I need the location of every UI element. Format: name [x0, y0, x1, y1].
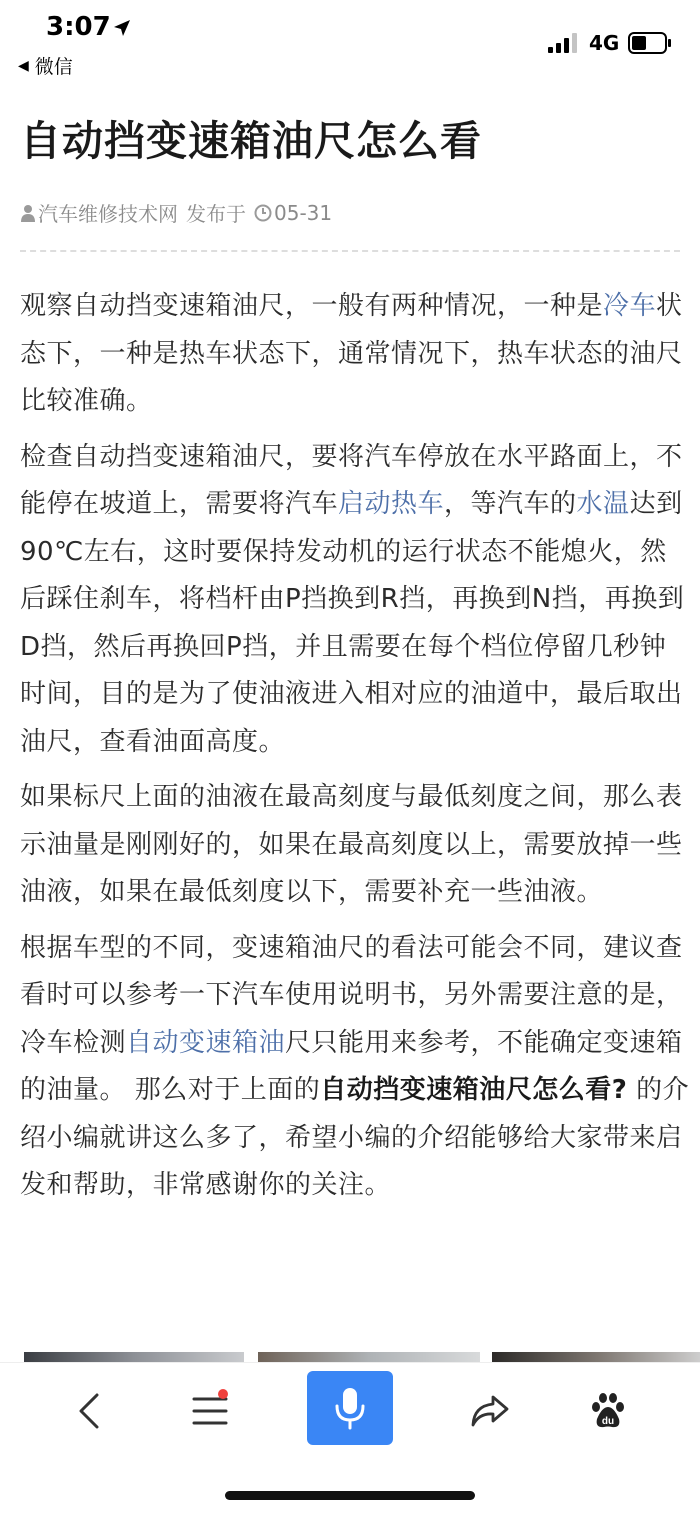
keyword-link[interactable]: 冷车 — [603, 291, 657, 321]
keyword-link[interactable]: 自动变速箱油 — [126, 1027, 286, 1058]
article-paragraph — [20, 283, 690, 426]
signal-icon — [548, 33, 578, 53]
published-label: 发布于 — [186, 202, 246, 226]
paragraph-text: 状态下，一种是热车状态下，通常情况下，热车状态的油尺比较准确。 — [20, 291, 683, 416]
home-indicator[interactable] — [225, 1491, 475, 1500]
paragraph-text: ，等汽车的 — [444, 489, 577, 519]
article-title: 自动挡变速箱油尺怎么看 — [20, 117, 482, 165]
back-triangle-icon: ◀ — [18, 57, 29, 74]
svg-text:du: du — [601, 1416, 615, 1427]
paragraph-text: 检查自动挡变速箱油尺，要将汽车停放在水平路面上，不能停在坡道上，需要将汽车 — [20, 441, 683, 519]
back-button[interactable] — [60, 1381, 120, 1441]
user-icon — [20, 204, 36, 222]
menu-icon — [192, 1395, 228, 1427]
article-paragraph — [20, 434, 690, 767]
voice-search-button[interactable] — [307, 1371, 393, 1445]
status-bar — [0, 0, 700, 84]
clock-icon — [254, 204, 272, 222]
keyword-link[interactable]: 水温 — [576, 489, 630, 519]
paragraph-text: 如果标尺上面的油液在最高刻度与最低刻度之间，那么表示油量是刚刚好的，如果在最高刻度以上，需要放掉一些油液，如果在最低刻度以下，需要补充一些油液。 — [20, 782, 683, 907]
paragraph-text: 根据车型的不同，变速箱油尺的看法可能会不同，建议查看时可以参考一下汽车使用说明书，另外需要注意的是，冷车检测 — [20, 932, 683, 1058]
bottom-toolbar — [0, 1362, 700, 1515]
header-divider — [20, 250, 680, 252]
notification-dot — [218, 1389, 228, 1399]
article-meta — [20, 198, 332, 227]
bold-text: 自动挡变速箱油尺怎么看? — [320, 1075, 628, 1105]
related-image[interactable] — [492, 1352, 700, 1362]
related-images-row — [24, 1352, 700, 1362]
menu-button[interactable] — [180, 1381, 240, 1441]
keyword-link[interactable]: 启动热车 — [338, 489, 445, 519]
paragraph-text: 的介绍小编就讲这么多了，希望小编的介绍能够给大家带来启发和帮助，非常感谢你的关注。 — [20, 1075, 690, 1200]
battery-icon — [628, 32, 672, 54]
publish-date: 05-31 — [274, 200, 333, 225]
paragraph-text: 尺只能用来参考，不能确定变速箱的油量。 那么对于上面的 — [20, 1027, 683, 1105]
back-app-label: 微信 — [34, 56, 73, 78]
baidu-paw-icon — [588, 1391, 628, 1431]
network-type: 4G — [589, 31, 620, 55]
back-icon — [75, 1391, 105, 1431]
share-icon — [469, 1393, 511, 1429]
article-paragraph — [20, 774, 690, 917]
article-paragraph — [20, 925, 690, 1210]
article-body — [20, 283, 690, 1218]
related-image[interactable] — [258, 1352, 480, 1362]
paragraph-text: 观察自动挡变速箱油尺，一般有两种情况，一种是 — [20, 291, 604, 321]
location-arrow-icon — [112, 18, 132, 38]
paragraph-text: 达到90℃左右，这时要保持发动机的运行状态不能熄火，然后踩住刹车，将档杆由P挡换到R挡，再换到N挡，再换到D挡，然后再换回P挡，并且需要在每个档位停留几秒钟时间，目的是为了使油液进入相对应的油道中，最后取出油尺，查看油面高度。 — [20, 489, 685, 757]
baidu-button[interactable] — [578, 1381, 638, 1441]
share-button[interactable] — [460, 1381, 520, 1441]
related-image[interactable] — [24, 1352, 244, 1362]
status-time: 3:07 — [46, 12, 111, 42]
author-name[interactable]: 汽车维修技术网 — [38, 202, 178, 226]
back-to-wechat[interactable] — [18, 52, 73, 79]
microphone-icon — [333, 1386, 367, 1430]
